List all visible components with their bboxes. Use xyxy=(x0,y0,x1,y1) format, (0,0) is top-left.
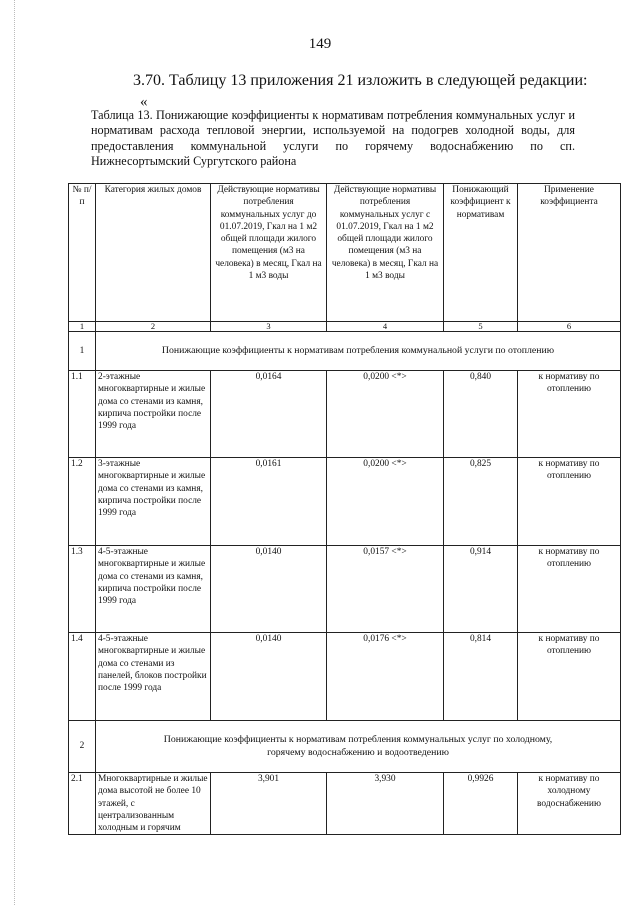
row-norm-after: 3,930 xyxy=(327,773,444,835)
column-number: 6 xyxy=(518,322,621,332)
row-norm-after: 0,0200 <*> xyxy=(327,458,444,546)
page-number: 149 xyxy=(308,36,332,52)
row-number: 1.1 xyxy=(69,371,96,458)
row-number: 2.1 xyxy=(69,773,96,835)
column-number: 3 xyxy=(211,322,327,332)
column-number: 4 xyxy=(327,322,444,332)
row-category: 4-5-этажные многоквартирные и жилые дома со стенами из камня, кирпича постройки после 1999 года xyxy=(96,546,211,633)
column-number: 1 xyxy=(69,322,96,332)
row-number: 1.3 xyxy=(69,546,96,633)
table-header-row xyxy=(69,184,621,322)
table-row xyxy=(69,371,621,458)
row-norm-before: 0,0140 xyxy=(211,633,327,721)
header-norm-before: Действующие нормативы потребления коммунальных услуг до 01.07.2019, Гкал на 1 м2 общей площади жилого помещения (м3 на человека) в месяц, Гкал на 1 м3 воды xyxy=(211,184,327,322)
section-number: 2 xyxy=(69,721,96,773)
row-application: к нормативу по холодному водоснабжению xyxy=(518,773,621,835)
row-application: к нормативу по отоплению xyxy=(518,633,621,721)
row-number: 1.4 xyxy=(69,633,96,721)
row-coefficient: 0,825 xyxy=(444,458,518,546)
row-application: к нормативу по отоплению xyxy=(518,546,621,633)
row-application: к нормативу по отоплению xyxy=(518,458,621,546)
table-row xyxy=(69,458,621,546)
table-row xyxy=(69,773,621,835)
section-number: 1 xyxy=(69,332,96,371)
section-title: Понижающие коэффициенты к нормативам потребления коммунальной услуги по отоплению xyxy=(96,332,621,371)
row-norm-before: 3,901 xyxy=(211,773,327,835)
table-row xyxy=(69,633,621,721)
row-category: Многоквартирные и жилые дома высотой не более 10 этажей, с централизованным холодным и горячим xyxy=(96,773,211,835)
row-coefficient: 0,814 xyxy=(444,633,518,721)
table-caption: Таблица 13. Понижающие коэффициенты к нормативам потребления коммунальных услуг и нормативам расхода тепловой энергии, используемой на подогрев холодной воды, для предоставления коммунальной услуги по горячему водоснабжению по сп. Нижнесортымский Сургутского района xyxy=(91,108,575,168)
header-coefficient: Понижающий коэффициент к нормативам xyxy=(444,184,518,322)
row-application: к нормативу по отоплению xyxy=(518,371,621,458)
header-application: Применение коэффициента xyxy=(518,184,621,322)
table-row xyxy=(69,546,621,633)
row-number: 1.2 xyxy=(69,458,96,546)
header-category: Категория жилых домов xyxy=(96,184,211,322)
row-category: 2-этажные многоквартирные и жилые дома со стенами из камня, кирпича постройки после 1999 года xyxy=(96,371,211,458)
row-norm-before: 0,0161 xyxy=(211,458,327,546)
page-edge-line xyxy=(14,0,16,905)
row-coefficient: 0,840 xyxy=(444,371,518,458)
coefficients-table xyxy=(68,183,621,835)
column-number: 2 xyxy=(96,322,211,332)
row-norm-before: 0,0164 xyxy=(211,371,327,458)
row-norm-after: 0,0200 <*> xyxy=(327,371,444,458)
row-category: 3-этажные многоквартирные и жилые дома со стенами из камня, кирпича постройки после 1999 года xyxy=(96,458,211,546)
header-norm-after: Действующие нормативы потребления коммунальных услуг с 01.07.2019, Гкал на 1 м2 общей площади жилого помещения (м3 на человека) в месяц, Гкал на 1 м3 воды xyxy=(327,184,444,322)
section-row xyxy=(69,332,621,371)
column-number-row xyxy=(69,322,621,332)
header-num: № п/п xyxy=(69,184,96,322)
row-norm-after: 0,0157 <*> xyxy=(327,546,444,633)
amendment-instruction: 3.70. Таблицу 13 приложения 21 изложить в следующей редакции: xyxy=(133,72,588,89)
row-category: 4-5-этажные многоквартирные и жилые дома со стенами из панелей, блоков постройки после 1999 года xyxy=(96,633,211,721)
row-norm-after: 0,0176 <*> xyxy=(327,633,444,721)
row-norm-before: 0,0140 xyxy=(211,546,327,633)
row-coefficient: 0,914 xyxy=(444,546,518,633)
column-number: 5 xyxy=(444,322,518,332)
section-row xyxy=(69,721,621,773)
opening-quote: « xyxy=(140,94,148,110)
row-coefficient: 0,9926 xyxy=(444,773,518,835)
section-title: Понижающие коэффициенты к нормативам потребления коммунальных услуг по холодному, горячему водоснабжению и водоотведению xyxy=(96,721,621,773)
